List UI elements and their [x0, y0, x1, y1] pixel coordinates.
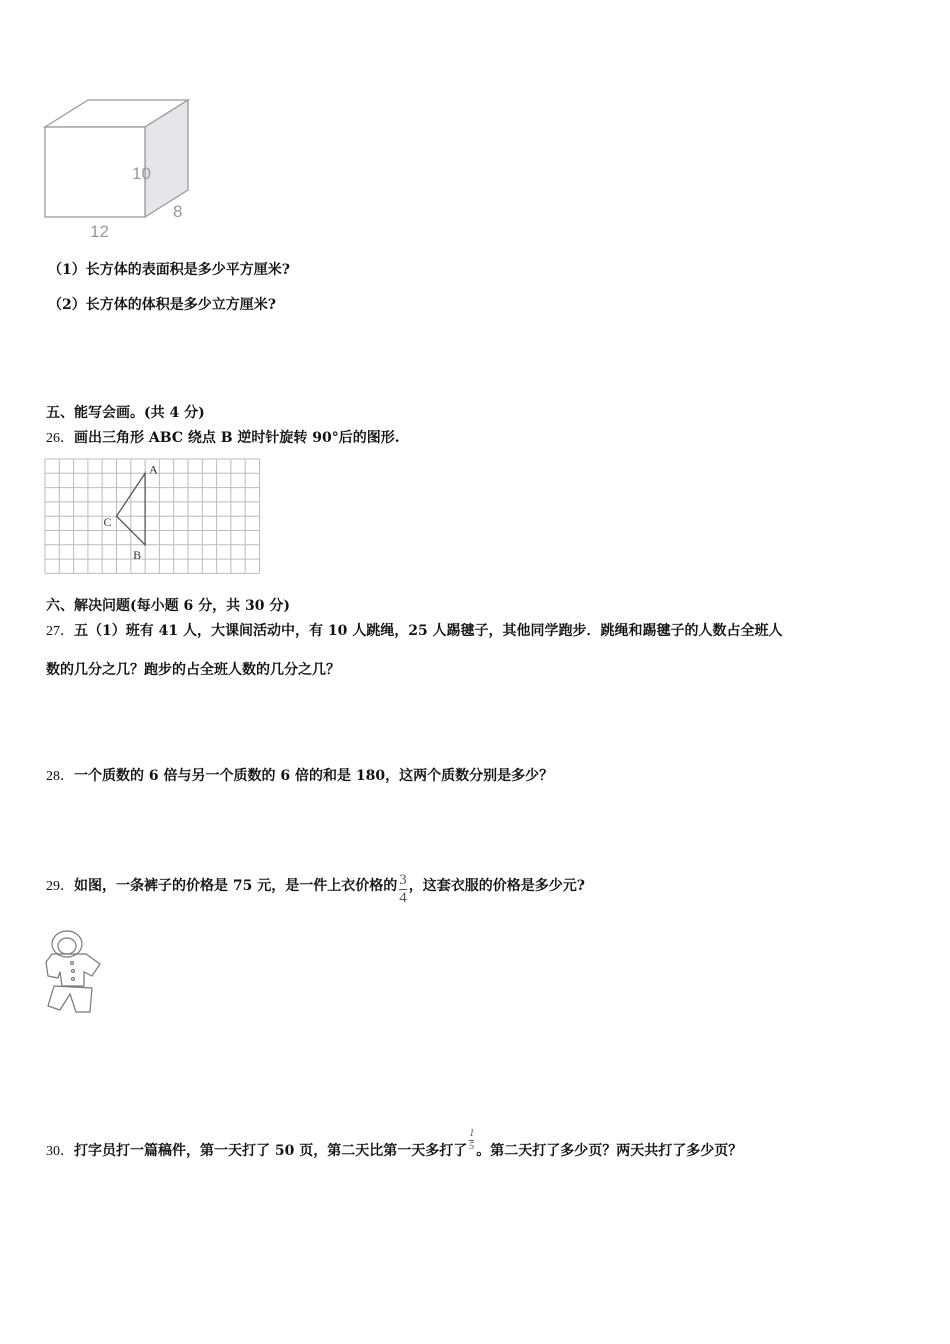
q26-body: 画出三角形 ABC 绕点 B 逆时针旋转 90°后的图形. — [74, 430, 400, 446]
q30-fraction — [469, 1128, 474, 1153]
q27-number: 27． — [46, 624, 74, 639]
section5-title: 五、能写会画。(共 4 分) — [46, 405, 205, 421]
q30-body-after: 。第二天打了多少页？两天共打了多少页？ — [476, 1143, 743, 1159]
q30-body-before: 打字员打一篇稿件，第一天打了 50 页，第二天比第一天多打了 — [74, 1143, 468, 1159]
rotation-grid — [44, 458, 264, 578]
vertex-label-c: C — [103, 515, 112, 530]
q30-frac-denominator: 5 — [469, 1141, 475, 1152]
cuboid-figure — [40, 95, 200, 245]
q29-frac-denominator: 4 — [399, 890, 407, 906]
q29-frac-numerator: 3 — [399, 872, 407, 888]
q27-line1 — [46, 622, 783, 641]
q27-body: 五（1）班有 41 人，大课间活动中，有 10 人跳绳，25 人踢毽子，其他同学跑步．跳绳和踢毽子的人数占全班人 — [74, 623, 783, 639]
q29-text — [46, 872, 585, 907]
cuboid-depth-label: 8 — [173, 202, 183, 221]
q28-number: 28． — [46, 769, 74, 784]
cuboid-width-label: 12 — [90, 222, 109, 241]
q29-body-after: ，这套衣服的价格是多少元? — [408, 878, 585, 894]
q30-frac-numerator: 1 — [469, 1128, 475, 1139]
vertex-label-b: B — [133, 547, 142, 562]
clothes-illustration — [42, 928, 114, 1014]
q30-number: 30． — [46, 1144, 74, 1159]
q29-body-before: 如图，一条裤子的价格是 75 元，是一件上衣价格的 — [74, 878, 398, 894]
q28-text — [46, 767, 553, 786]
q25-part2: （2）长方体的体积是多少立方厘米? — [48, 297, 276, 313]
q30-text — [46, 1128, 742, 1161]
q27-line2: 数的几分之几？跑步的占全班人数的几分之几？ — [46, 662, 340, 678]
section6-title: 六、解决问题(每小题 6 分，共 30 分) — [46, 598, 290, 614]
vertex-label-a: A — [149, 462, 158, 477]
q29-number: 29． — [46, 879, 74, 894]
q28-body: 一个质数的 6 倍与另一个质数的 6 倍的和是 180，这两个质数分别是多少？ — [74, 768, 554, 784]
cuboid-height-label: 10 — [132, 164, 151, 183]
q29-fraction — [399, 872, 407, 907]
q26-number: 26． — [46, 431, 74, 446]
q25-part1: （1）长方体的表面积是多少平方厘米? — [48, 262, 290, 278]
q26-text — [46, 429, 400, 448]
